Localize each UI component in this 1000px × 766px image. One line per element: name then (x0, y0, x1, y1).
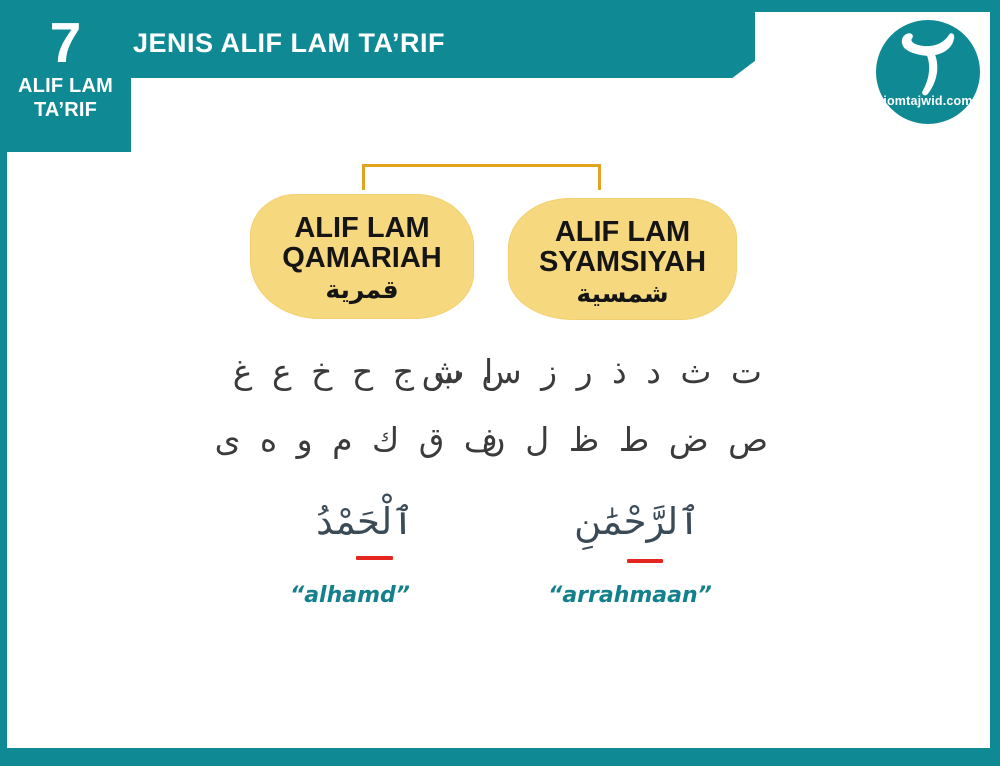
syamsiyah-lam-underline (627, 559, 663, 563)
branch-card-qamariah (250, 194, 474, 319)
syamsiyah-label-line2: SYAMSIYAH (538, 246, 707, 278)
syamsiyah-letters-row2: ص ض ط ظ ل ن (481, 420, 768, 459)
qamariah-arabic-label: قمرية (325, 275, 399, 304)
branch-card-syamsiyah (508, 198, 737, 320)
syamsiyah-example-word: ٱلرَّحْمَٰنِ (574, 500, 700, 543)
qamariah-letters-row2: ف ق ك م و ه ى (214, 420, 498, 459)
syamsiyah-letters-row1: ت ث د ذ ر ز س ش (421, 352, 762, 391)
jomtajwid-logo-icon (876, 28, 980, 100)
syamsiyah-arabic-label: شمسية (576, 279, 669, 308)
qamariah-lam-underline (356, 556, 393, 560)
qamariah-label-line1: ALIF LAM (294, 212, 430, 244)
syamsiyah-transliteration: “arrahmaan” (548, 583, 712, 608)
branch-bracket (362, 164, 601, 190)
right-border-strip (990, 0, 1000, 766)
page-title: JENIS ALIF LAM TA’RIF (133, 28, 445, 58)
bottom-border-bar (0, 748, 1000, 766)
syamsiyah-label-line1: ALIF LAM (554, 216, 691, 248)
qamariah-letters-row1: ا ب ج ح خ ع غ (232, 352, 494, 391)
jomtajwid-logo (876, 20, 980, 124)
logo-domain-text: jomtajwid.com (883, 94, 973, 108)
lesson-title-line1: ALIF LAM (18, 75, 113, 97)
lesson-number-block (0, 0, 131, 152)
qamariah-transliteration: “alhamd” (290, 583, 410, 608)
lesson-number: 7 (49, 11, 82, 75)
lesson-title-line2: TA’RIF (33, 99, 98, 121)
qamariah-example-word: ٱلْحَمْدُ (316, 500, 414, 543)
qamariah-label-line2: QAMARIAH (282, 242, 442, 274)
